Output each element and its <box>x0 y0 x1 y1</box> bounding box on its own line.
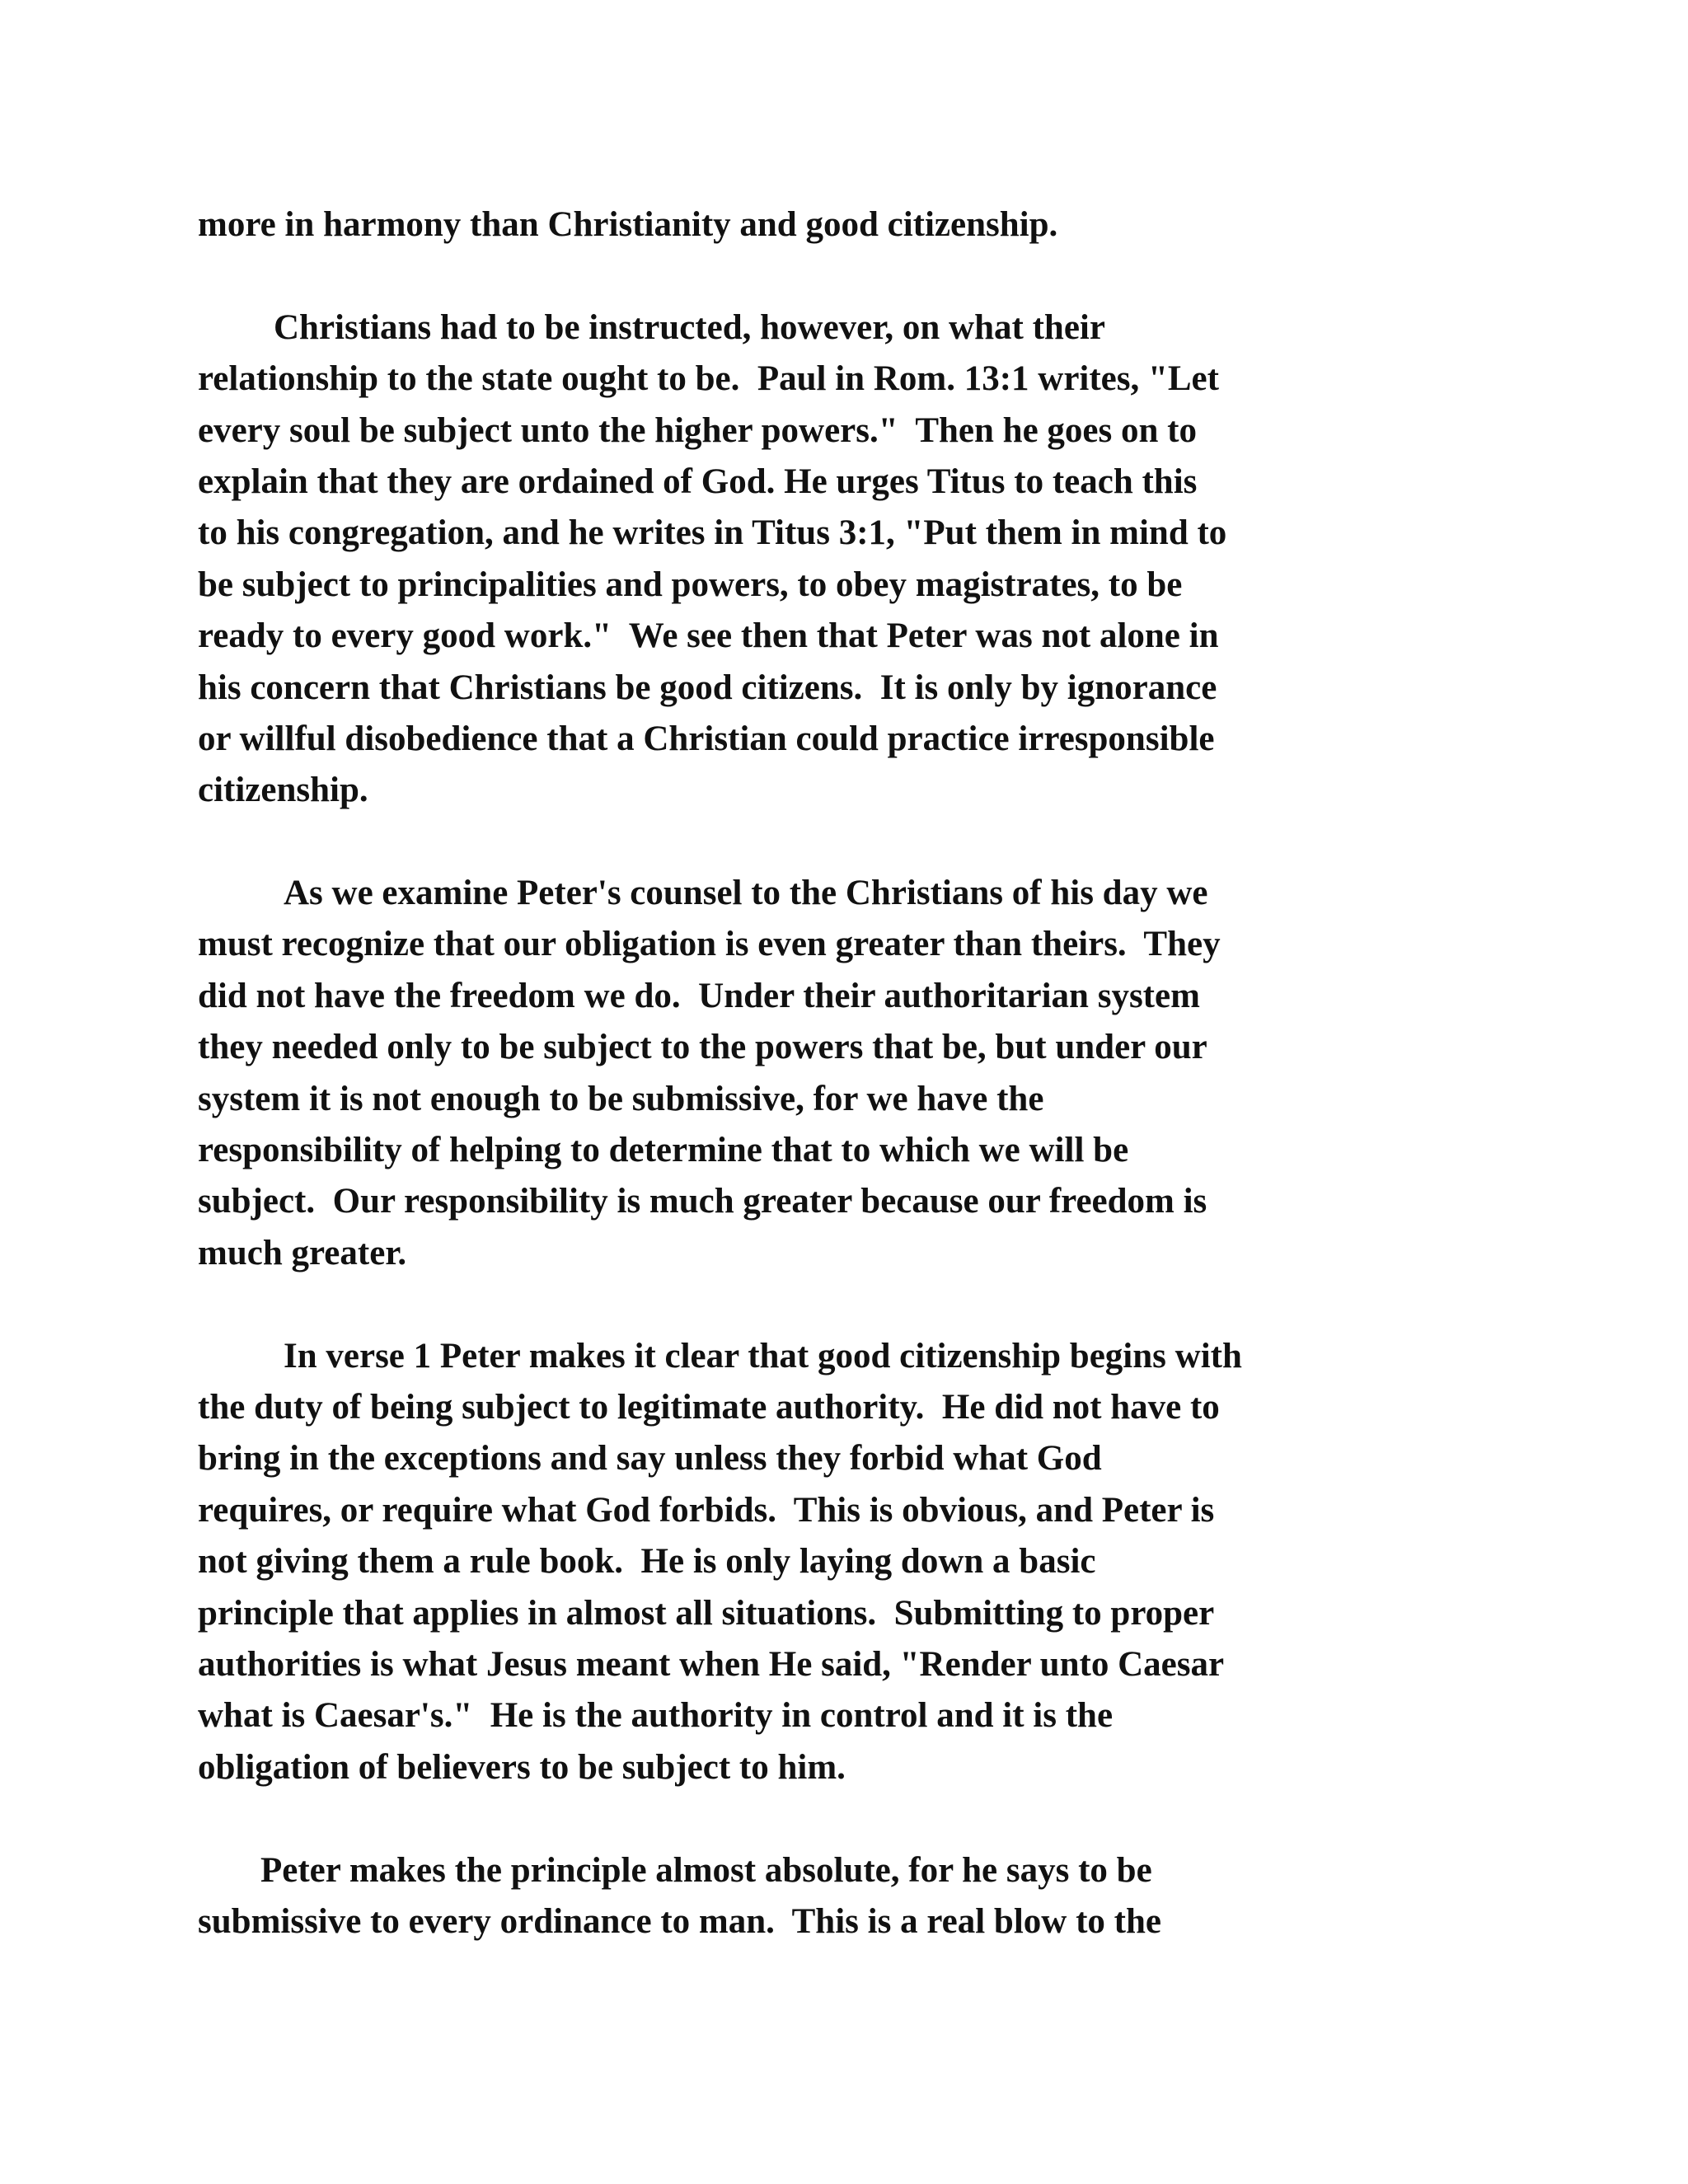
paragraph-gap <box>198 1279 1492 1330</box>
text-line: responsibility of helping to determine that to which we will be <box>198 1131 1129 1170</box>
text-line: Peter makes the principle almost absolute, for he says to be <box>260 1850 1152 1890</box>
text-line: system it is not enough to be submissive, for we have the <box>198 1079 1044 1118</box>
text-line: much greater. <box>198 1233 407 1272</box>
text-line: subject. Our responsibility is much greater because our freedom is <box>198 1182 1207 1221</box>
paragraph-1 <box>198 302 1492 817</box>
text-line: did not have the freedom we do. Under their authoritarian system <box>198 976 1200 1015</box>
text-line: Christians had to be instructed, however, on what their <box>274 307 1105 347</box>
paragraph-4 <box>198 1845 1492 1948</box>
text-line: more in harmony than Christianity and good citizenship. <box>198 205 1058 244</box>
text-line: submissive to every ordinance to man. This is a real blow to the <box>198 1901 1161 1941</box>
text-line: they needed only to be subject to the powers that be, but under our <box>198 1028 1207 1067</box>
text-line: to his congregation, and he writes in Titus 3:1, "Put them in mind to <box>198 513 1227 553</box>
text-line: must recognize that our obligation is even greater than theirs. They <box>198 925 1221 964</box>
text-line: ready to every good work." We see then that Peter was not alone in <box>198 616 1219 656</box>
text-line: relationship to the state ought to be. Paul in Rom. 13:1 writes, "Let <box>198 359 1219 399</box>
text-line: citizenship. <box>198 771 368 810</box>
paragraph-gap <box>198 251 1492 302</box>
text-line: what is Caesar's." He is the authority in control and it is the <box>198 1696 1114 1736</box>
text-line: not giving them a rule book. He is only laying down a basic <box>198 1542 1096 1582</box>
text-line: In verse 1 Peter makes it clear that good citizenship begins with <box>284 1336 1242 1376</box>
text-line: As we examine Peter's counsel to the Christians of his day we <box>284 874 1208 913</box>
text-line: bring in the exceptions and say unless they forbid what God <box>198 1439 1102 1479</box>
text-line: every soul be subject unto the higher powers." Then he goes on to <box>198 410 1197 450</box>
paragraph-gap <box>198 817 1492 868</box>
text-line: his concern that Christians be good citizens. It is only by ignorance <box>198 668 1217 707</box>
document-body <box>198 199 1492 1947</box>
text-line: principle that applies in almost all situations. Submitting to proper <box>198 1593 1215 1633</box>
text-line: obligation of believers to be subject to him. <box>198 1747 846 1787</box>
paragraph-0 <box>198 199 1492 251</box>
paragraph-2 <box>198 868 1492 1279</box>
text-line: or willful disobedience that a Christian could practice irresponsible <box>198 719 1215 758</box>
text-line: requires, or require what God forbids. This is obvious, and Peter is <box>198 1490 1215 1530</box>
paragraph-3 <box>198 1331 1492 1794</box>
text-line: the duty of being subject to legitimate authority. He did not have to <box>198 1387 1220 1427</box>
paragraph-gap <box>198 1793 1492 1844</box>
text-line: explain that they are ordained of God. He urges Titus to teach this <box>198 462 1198 501</box>
text-line: authorities is what Jesus meant when He said, "Render unto Caesar <box>198 1644 1225 1684</box>
text-line: be subject to principalities and powers, to obey magistrates, to be <box>198 565 1183 604</box>
